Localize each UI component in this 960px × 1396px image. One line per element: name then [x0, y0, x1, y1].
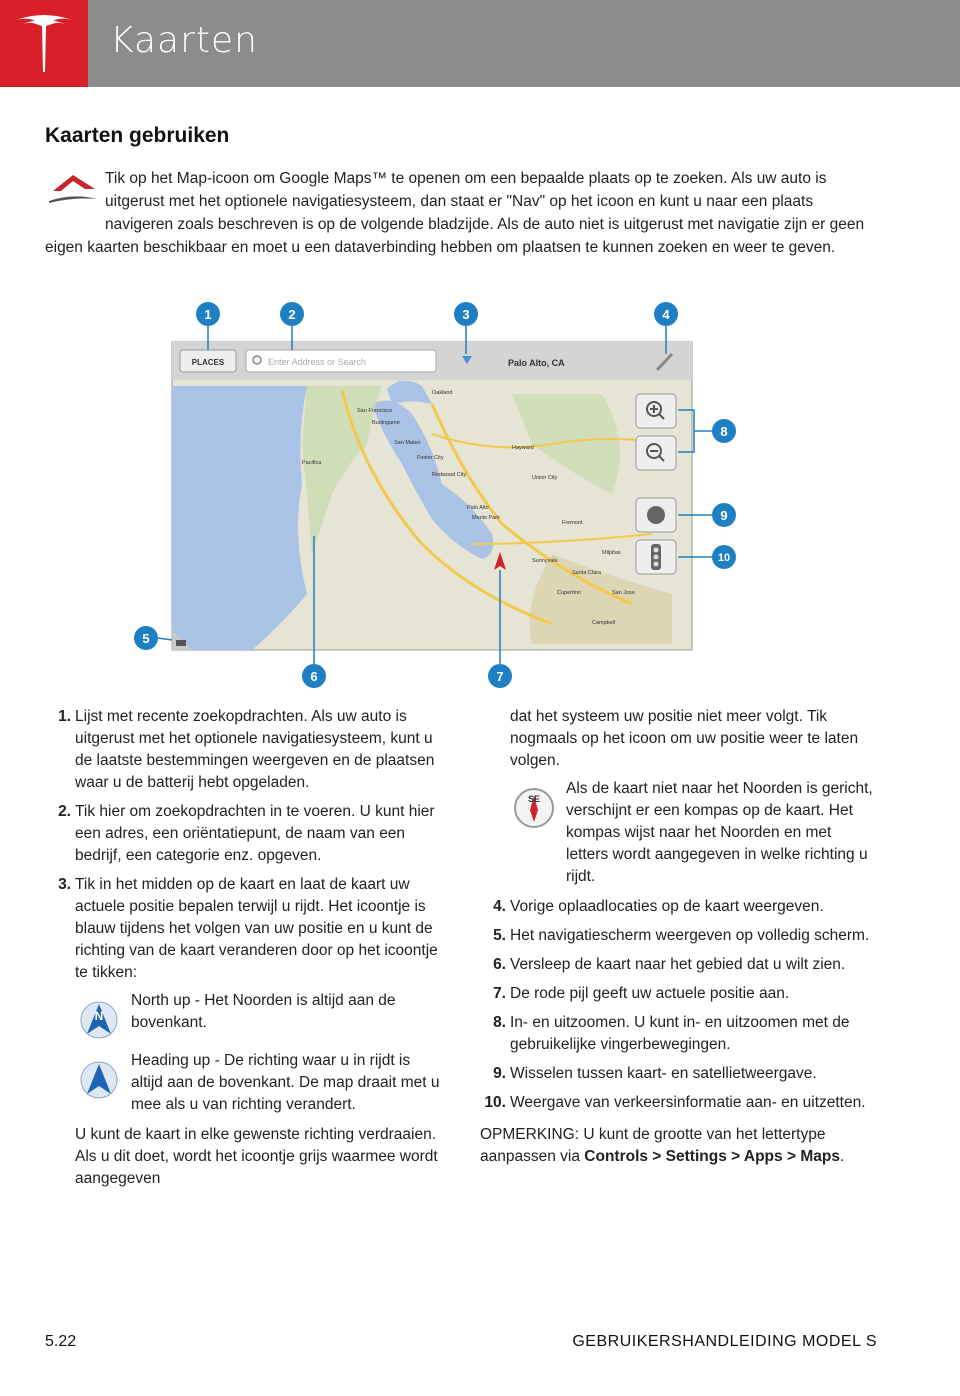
heading-up-row: [75, 1050, 445, 1116]
list-item: [480, 1012, 875, 1056]
map-label: Campbell: [592, 620, 616, 626]
map-label: Pacifica: [302, 460, 322, 466]
item-text: De rode pijl geeft uw actuele positie aan.: [510, 985, 790, 1002]
section-title: Kaarten gebruiken: [45, 124, 230, 147]
list-item: [45, 874, 445, 1190]
intro-paragraph: [45, 167, 875, 259]
map-label: Redwood City: [432, 472, 467, 478]
list-item: [480, 1092, 875, 1114]
north-up-row: [75, 990, 445, 1042]
list-item: [480, 983, 875, 1005]
map-label: Cupertino: [557, 590, 581, 596]
item-number: 9.: [493, 1065, 506, 1082]
list-item: [480, 1063, 875, 1085]
svg-text:1: 1: [204, 307, 212, 322]
heading-up-icon: [75, 1054, 123, 1102]
page-header: [0, 0, 960, 87]
svg-text:10: 10: [717, 552, 731, 564]
list-item: [45, 801, 445, 867]
page-number: 5.22: [45, 1333, 77, 1350]
compass-text: Als de kaart niet naar het Noorden is gericht, verschijnt er een kompas op de kaart. Het kompas wijst naar het Noorden en met letters wordt aangegeven in welke richting u rijdt.: [566, 780, 873, 885]
map-label: Palo Alto: [467, 505, 489, 511]
location-label: Palo Alto, CA: [508, 358, 565, 368]
page-title: Kaarten: [110, 20, 258, 61]
compass-icon: [510, 782, 558, 830]
compass-row: [480, 778, 875, 888]
note-suffix: .: [839, 1148, 845, 1165]
map-label: Hayward: [512, 445, 534, 451]
item-text: Het navigatiescherm weergeven op volledig scherm.: [510, 927, 870, 944]
north-up-text: North up - Het Noorden is altijd aan de bovenkant.: [131, 992, 396, 1031]
rotate-text: U kunt de kaart in elke gewenste richting verdraaien. Als u dit doet, wordt het icoontje grijs waarmee wordt aangegeven: [75, 1126, 438, 1187]
svg-text:2: 2: [288, 307, 296, 322]
item-text: Weergave van verkeersinformatie aan- en uitzetten.: [510, 1094, 866, 1111]
map-label: Menlo Park: [472, 515, 500, 521]
item-text: In- en uitzoomen. U kunt in- en uitzoomen met de gebruikelijke vingerbewegingen.: [510, 1014, 850, 1053]
item-text: Lijst met recente zoekopdrachten. Als uw auto is uitgerust met het optionele navigatiesysteem, kunt u de laatste bestemmingen weergeven en de plaatsen waar u de batterij hebt opgeladen.: [75, 708, 435, 791]
map-label: Fremont: [562, 520, 583, 526]
list-item: [480, 925, 875, 947]
map-label: Santa Clara: [572, 570, 602, 576]
map-label: Union City: [532, 475, 558, 481]
tesla-logo: [0, 0, 88, 87]
globe-icon: [647, 506, 665, 524]
rotate-text-continued: dat het systeem uw positie niet meer volgt. Tik nogmaals op het icoon om uw positie weer te laten volgen.: [510, 708, 859, 769]
svg-text:7: 7: [496, 669, 504, 684]
search-placeholder: Enter Address or Search: [268, 357, 367, 367]
zoom-out-button[interactable]: [636, 436, 676, 470]
map-label: Milpitas: [602, 550, 621, 556]
manual-title: GEBRUIKERSHANDLEIDING MODEL S: [572, 1333, 877, 1350]
svg-text:4: 4: [662, 307, 670, 322]
list-item: [480, 896, 875, 918]
item-text: Tik hier om zoekopdrachten in te voeren. U kunt hier een adres, een oriëntatiepunt, de naam van een bedrijf, een categorie enz. opgeven.: [75, 803, 435, 864]
item-number: 1.: [58, 708, 71, 725]
heading-up-text: Heading up - De richting waar u in rijdt is altijd aan de bovenkant. De map draait met u mee als u van richting verandert.: [131, 1052, 440, 1113]
map-app-icon: [45, 167, 103, 217]
item-number: 2.: [58, 803, 71, 820]
item-number: 5.: [493, 927, 506, 944]
item-number: 10.: [484, 1094, 506, 1111]
item-text: Vorige oplaadlocaties op de kaart weergeven.: [510, 898, 824, 915]
item-text: Versleep de kaart naar het gebied dat u wilt zien.: [510, 956, 846, 973]
map-label: Sunnyvale: [532, 558, 558, 564]
map-label: Foster City: [417, 455, 444, 461]
svg-text:5: 5: [142, 631, 150, 646]
map-screenshot: [132, 294, 752, 694]
svg-text:SE: SE: [527, 794, 541, 804]
list-item: [480, 954, 875, 976]
intro-text: Tik op het Map-icoon om Google Maps™ te openen om een bepaalde plaats op te zoeken. Als uw auto is uitgerust met het optionele navigatiesysteem, dan staat er "Nav" op het icoon en kunt u naar een plaats navigeren zoals beschreven is op de volgende bladzijde. Als de auto niet is uitgerust met navigatie zijn er geen eigen kaarten beschikbaar en moet u een dataverbinding hebben om plaatsen te kunnen zoeken en weer te geven.: [45, 170, 865, 256]
item-number: 4.: [493, 898, 506, 915]
note: [480, 1124, 875, 1168]
item-text: Wisselen tussen kaart- en satellietweergave.: [510, 1065, 817, 1082]
item-number: 6.: [493, 956, 506, 973]
note-text: OPMERKING: U kunt de grootte van het lettertype aanpassen via: [480, 1126, 826, 1165]
item-number: 8.: [493, 1014, 506, 1031]
ocean-area: [172, 386, 307, 650]
left-column: [45, 706, 445, 1197]
map-label: San Jose: [612, 590, 635, 596]
tesla-t-icon: [14, 12, 74, 74]
map-label: San Mateo: [394, 440, 421, 446]
item-text: Tik in het midden op de kaart en laat de kaart uw actuele positie bepalen terwijl u rijdt. Het icoontje is blauw tijdens het volgen van uw positie en u kunt de richting van de kaart veranderen door op het icoontje te tikken:: [75, 876, 438, 981]
north-up-icon: [75, 994, 123, 1042]
note-settings-path: Controls > Settings > Apps > Maps: [584, 1148, 840, 1165]
item-number: 3.: [58, 876, 71, 893]
map-label: San Francisco: [357, 408, 393, 414]
right-column: [480, 706, 875, 1168]
zoom-in-button[interactable]: [636, 394, 676, 428]
svg-text:8: 8: [720, 424, 728, 439]
item-number: 7.: [493, 985, 506, 1002]
svg-text:9: 9: [720, 508, 728, 523]
svg-text:3: 3: [462, 307, 470, 322]
places-button-label: PLACES: [191, 358, 225, 367]
map-label: Burlingame: [372, 420, 400, 426]
svg-text:N: N: [94, 1009, 104, 1023]
list-item: [45, 706, 445, 794]
map-label: Oakland: [432, 390, 453, 396]
svg-text:6: 6: [310, 669, 318, 684]
